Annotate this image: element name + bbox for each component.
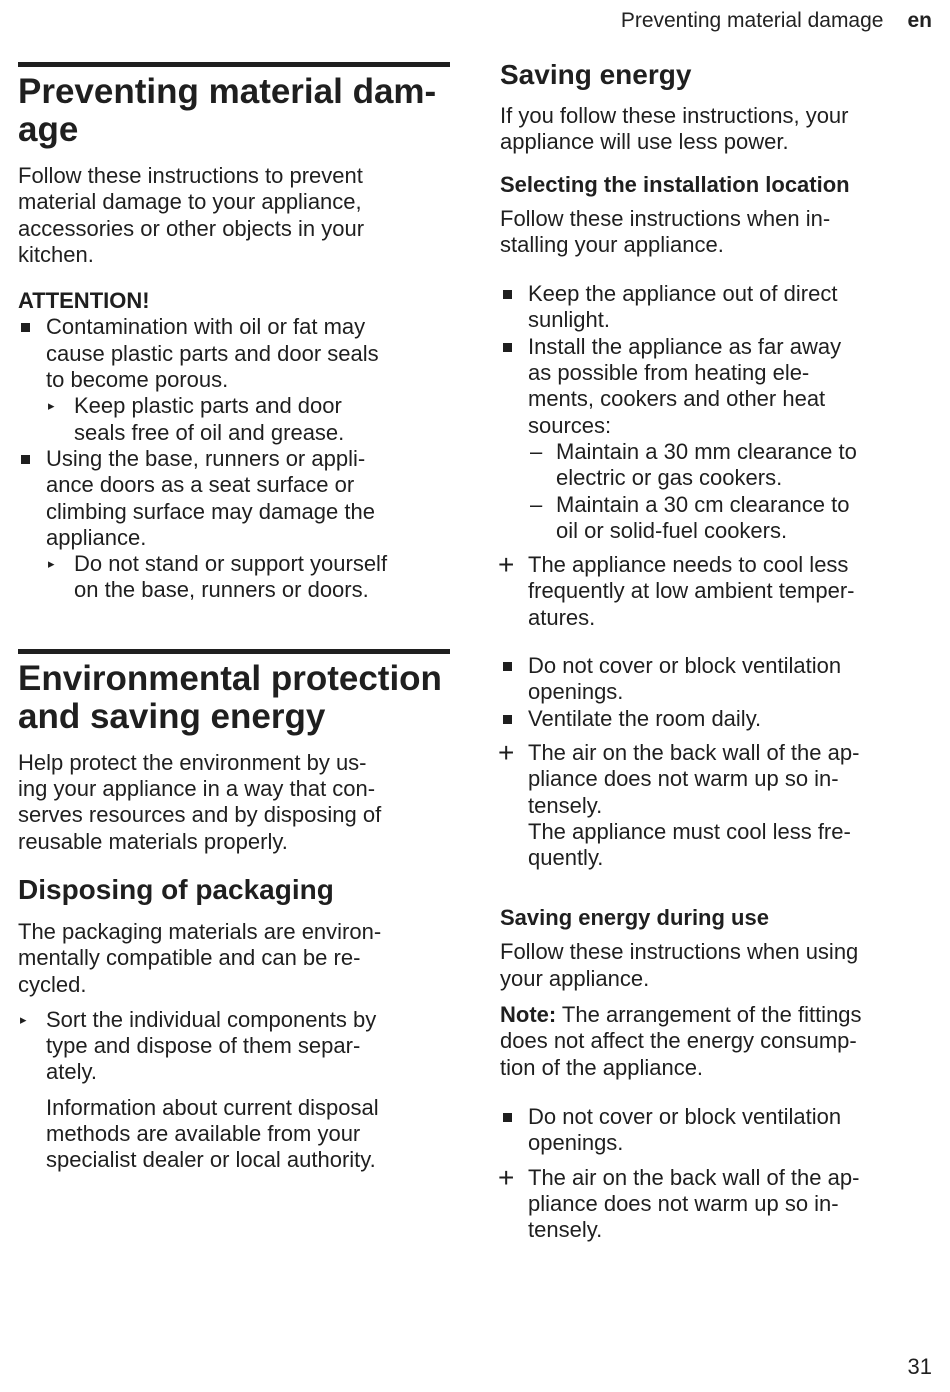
section-rule xyxy=(18,649,450,654)
saving-intro xyxy=(500,103,932,156)
text-line: oil or solid-fuel cookers. xyxy=(556,517,788,543)
text-line: tensely. xyxy=(528,792,603,818)
text-line: Keep plastic parts and door xyxy=(74,393,342,419)
text-line: The air on the back wall of the ap- xyxy=(528,1164,860,1190)
text-line: The packaging materials are environ- xyxy=(18,918,382,944)
title-environmental-protection xyxy=(18,660,450,736)
text-line: cause plastic parts and door seals xyxy=(46,340,379,366)
ventilation-list xyxy=(500,653,932,732)
packaging-actions xyxy=(18,1007,450,1086)
location-result xyxy=(498,549,932,631)
packaging-info xyxy=(18,1095,450,1174)
text-line: to become porous. xyxy=(46,367,229,393)
text-line: serves resources and by disposing of xyxy=(18,802,382,828)
text-line: pliance does not warm up so in- xyxy=(528,766,839,792)
list-item xyxy=(500,334,932,544)
title-material-damage xyxy=(18,73,450,149)
list-item xyxy=(18,446,450,604)
header-language: en xyxy=(907,9,932,32)
text-line: kitchen. xyxy=(18,241,94,267)
text-line: specialist dealer or local authority. xyxy=(46,1147,376,1173)
text-line: cycled. xyxy=(18,971,87,997)
page-number: 31 xyxy=(907,1354,932,1379)
title-line: Preventing material dam- xyxy=(18,72,437,111)
use-list xyxy=(500,1104,932,1157)
text-line: material damage to your appliance, xyxy=(18,189,362,215)
text-line: Follow these instructions when in- xyxy=(500,205,831,231)
action-item xyxy=(18,1007,450,1086)
text-line: tion of the appliance. xyxy=(500,1054,704,1080)
list-item xyxy=(500,706,932,732)
title-installation-location: Selecting the installation location xyxy=(500,171,850,197)
list-item xyxy=(500,653,932,706)
list-item xyxy=(500,281,932,334)
list-item xyxy=(18,314,450,445)
triangle-bullet-icon: ▸ xyxy=(48,556,55,572)
text-line: does not affect the energy consump- xyxy=(500,1028,857,1054)
text-line: on the base, runners or doors. xyxy=(74,577,369,603)
action-item xyxy=(46,551,450,604)
text-line: Ventilate the room daily. xyxy=(528,705,762,731)
use-intro xyxy=(500,939,932,992)
result-item xyxy=(498,736,932,871)
sub-item xyxy=(528,492,932,545)
text-line: The appliance needs to cool less xyxy=(528,552,849,578)
text-line: reusable materials properly. xyxy=(18,828,288,854)
environment-intro xyxy=(18,750,450,855)
text-line: electric or gas cookers. xyxy=(556,465,783,491)
text-line: Do not cover or block ventilation xyxy=(528,653,842,679)
text-line: atures. xyxy=(528,604,596,630)
text-line: appliance. xyxy=(46,524,147,550)
text-line: The air on the back wall of the ap- xyxy=(528,739,860,765)
result-item xyxy=(498,549,932,631)
triangle-bullet-icon: ▸ xyxy=(48,398,55,414)
text-line: frequently at low ambient temper- xyxy=(528,578,855,604)
text-line: The appliance must cool less fre- xyxy=(528,818,851,844)
text-line: methods are available from your xyxy=(46,1121,361,1147)
plus-result-icon: + xyxy=(498,549,515,581)
use-note xyxy=(500,1002,932,1081)
attention-label: ATTENTION! xyxy=(18,288,150,314)
plus-result-icon: + xyxy=(498,736,515,768)
text-line: tensely. xyxy=(528,1217,603,1243)
list-item xyxy=(500,1104,932,1157)
location-list xyxy=(500,281,932,544)
right-column xyxy=(500,0,932,1243)
text-line: Using the base, runners or appli- xyxy=(46,445,366,471)
text-line: your appliance. xyxy=(500,965,650,991)
header-section: Preventing material damage xyxy=(620,9,884,32)
text-line: ing your appliance in a way that con- xyxy=(18,776,376,802)
use-result xyxy=(498,1161,932,1244)
text-line: ately. xyxy=(46,1059,97,1085)
text-line: Maintain a 30 cm clearance to xyxy=(556,491,850,517)
material-intro xyxy=(18,163,450,268)
text-line: Follow these instructions to prevent xyxy=(18,163,363,188)
note-label: Note: xyxy=(500,1002,557,1028)
title-line: and saving energy xyxy=(18,696,326,736)
text-line: ments, cookers and other heat xyxy=(528,386,826,412)
attention-list xyxy=(18,314,450,603)
text-line: Keep the appliance out of direct xyxy=(528,281,838,307)
text-line: ance doors as a seat surface or xyxy=(46,472,355,498)
title-saving-during-use: Saving energy during use xyxy=(500,905,769,931)
text-line: openings. xyxy=(528,1130,624,1156)
text-line: Sort the individual components by xyxy=(46,1006,377,1032)
text-line: Do not stand or support yourself xyxy=(74,551,388,577)
text-line: climbing surface may damage the xyxy=(46,498,375,524)
text-line: sources: xyxy=(528,412,612,438)
triangle-bullet-icon: ▸ xyxy=(20,1011,27,1027)
dash-bullet-icon: – xyxy=(530,491,543,517)
text-line: quently. xyxy=(528,845,604,871)
text-line: Follow these instructions when using xyxy=(500,939,859,965)
text-line: stalling your appliance. xyxy=(500,231,724,257)
text-line: Do not cover or block ventilation xyxy=(528,1103,842,1129)
text-line: openings. xyxy=(528,679,624,705)
text-line: Information about current disposal xyxy=(46,1094,379,1120)
text-line: as possible from heating ele- xyxy=(528,360,810,386)
title-line: Environmental protection xyxy=(18,658,442,698)
text-line: Maintain a 30 mm clearance to xyxy=(556,438,857,464)
text-line: Help protect the environment by us- xyxy=(18,749,367,775)
text-line: The arrangement of the fittings xyxy=(556,1002,862,1028)
plus-result-icon: + xyxy=(498,1161,515,1193)
text-line: pliance does not warm up so in- xyxy=(528,1190,839,1216)
title-disposing-packaging: Disposing of packaging xyxy=(18,873,334,905)
packaging-text xyxy=(18,919,450,998)
left-column xyxy=(18,0,450,1174)
text-line: type and dispose of them separ- xyxy=(46,1033,361,1059)
ventilation-result xyxy=(498,736,932,871)
result-item xyxy=(498,1161,932,1244)
text-line: Install the appliance as far away xyxy=(528,333,842,359)
text-line: mentally compatible and can be re- xyxy=(18,945,361,971)
title-line: age xyxy=(18,110,79,149)
sub-item xyxy=(528,439,932,492)
text-line: seals free of oil and grease. xyxy=(74,419,345,445)
action-item xyxy=(46,393,450,446)
dash-bullet-icon: – xyxy=(530,438,543,464)
text-line: Contamination with oil or fat may xyxy=(46,314,366,340)
text-line: appliance will use less power. xyxy=(500,129,789,155)
text-line: If you follow these instructions, your xyxy=(500,103,849,128)
text-line: sunlight. xyxy=(528,307,610,333)
section-rule xyxy=(18,62,450,67)
title-saving-energy: Saving energy xyxy=(500,59,692,90)
text-line: accessories or other objects in your xyxy=(18,215,365,241)
location-intro xyxy=(500,206,932,259)
